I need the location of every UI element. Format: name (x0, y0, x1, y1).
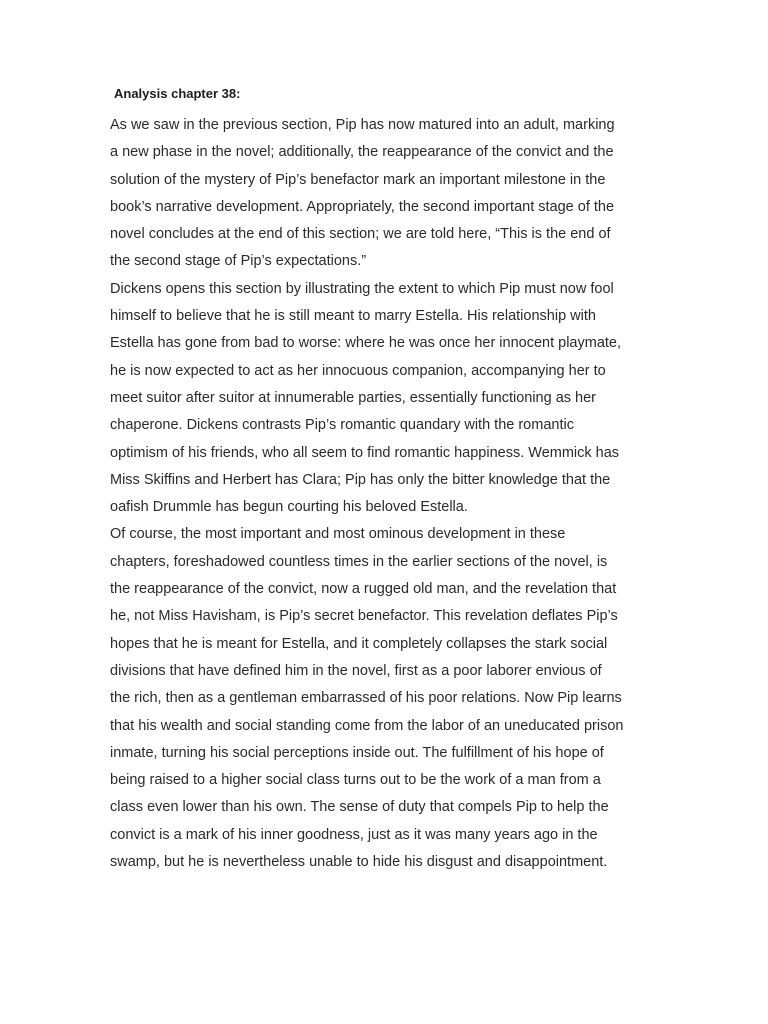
body-line: himself to believe that he is still meant to marry Estella. His relationship with (110, 308, 596, 325)
body-line: convict is a mark of his inner goodness, just as it was many years ago in the (110, 826, 598, 843)
body-line: the rich, then as a gentleman embarrassed of his poor relations. Now Pip learns (110, 690, 622, 707)
body-line: meet suitor after suitor at innumerable parties, essentially functioning as her (110, 389, 596, 406)
body-line: swamp, but he is nevertheless unable to hide his disgust and disappointment. (110, 854, 608, 871)
body-line: Miss Skiffins and Herbert has Clara; Pip has only the bitter knowledge that the (110, 471, 611, 488)
body-line: he, not Miss Havisham, is Pip’s secret benefactor. This revelation deflates Pip’s (110, 608, 618, 625)
analysis-body (110, 112, 670, 876)
body-line: class even lower than his own. The sense of duty that compels Pip to help the (110, 799, 609, 816)
body-line: solution of the mystery of Pip’s benefactor mark an important milestone in the (110, 171, 606, 188)
body-line: hopes that he is meant for Estella, and it completely collapses the stark social (110, 635, 608, 652)
body-line: Of course, the most important and most ominous development in these (110, 526, 566, 543)
body-line: As we saw in the previous section, Pip has now matured into an adult, marking (110, 117, 615, 133)
body-line: the second stage of Pip’s expectations.” (110, 253, 367, 270)
body-line: chapters, foreshadowed countless times in the earlier sections of the novel, is (110, 553, 608, 570)
body-line: divisions that have defined him in the novel, first as a poor laborer envious of (110, 662, 602, 679)
body-line: that his wealth and social standing come from the labor of an uneducated prison (110, 717, 624, 734)
body-line: he is now expected to act as her innocuous companion, accompanying her to (110, 362, 606, 379)
body-line: chaperone. Dickens contrasts Pip’s romantic quandary with the romantic (110, 417, 574, 434)
body-line: novel concludes at the end of this section; we are told here, “This is the end of (110, 226, 611, 243)
analysis-heading: Analysis chapter 38: (114, 86, 241, 101)
body-line: optimism of his friends, who all seem to find romantic happiness. Wemmick has (110, 444, 620, 461)
body-line: being raised to a higher social class turns out to be the work of a man from a (110, 772, 601, 789)
body-line: the reappearance of the convict, now a rugged old man, and the revelation that (110, 581, 617, 598)
body-line: Estella has gone from bad to worse: where he was once her innocent playmate, (110, 335, 622, 352)
body-line: book’s narrative development. Appropriately, the second important stage of the (110, 198, 615, 215)
body-line: Dickens opens this section by illustrating the extent to which Pip must now fool (110, 280, 614, 297)
body-line: a new phase in the novel; additionally, the reappearance of the convict and the (110, 144, 614, 161)
body-line: inmate, turning his social perceptions inside out. The fulfillment of his hope of (110, 744, 604, 761)
body-line: oafish Drummle has begun courting his beloved Estella. (110, 499, 468, 516)
